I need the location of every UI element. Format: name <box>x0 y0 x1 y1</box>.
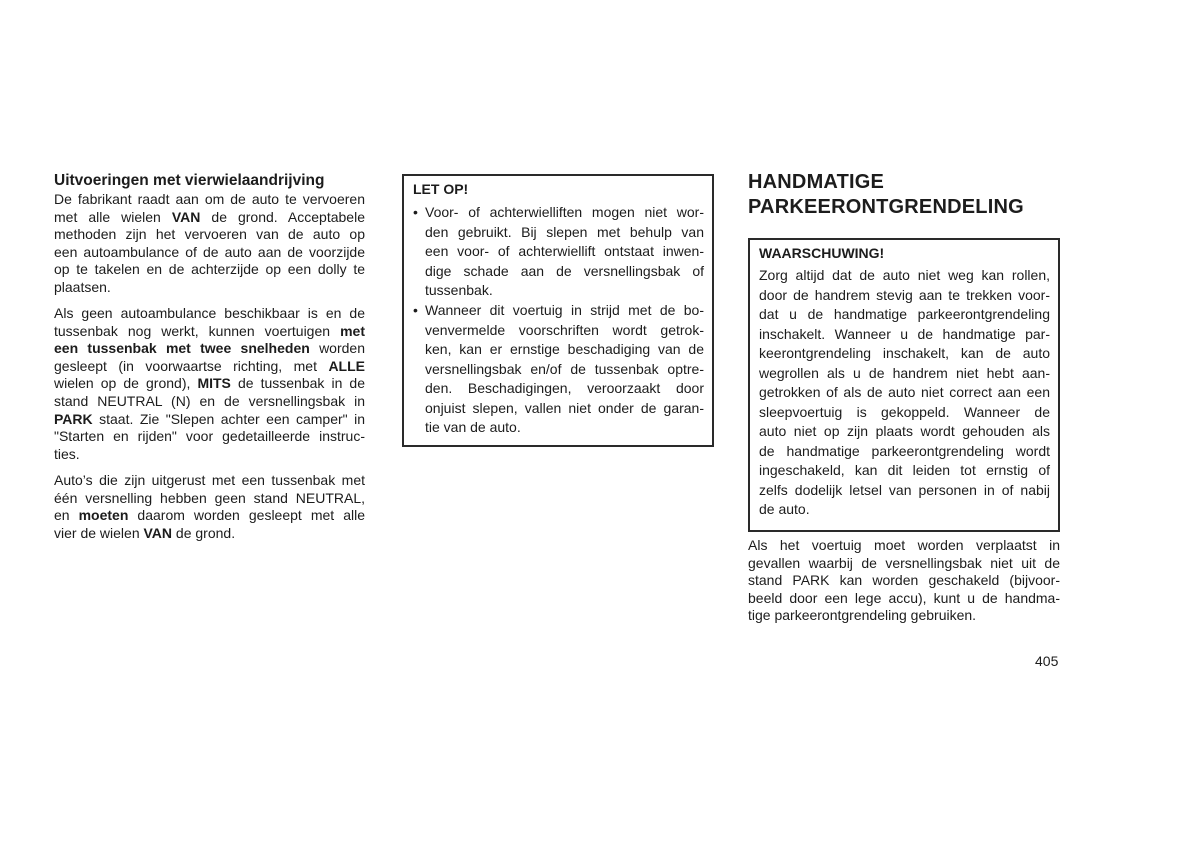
text-line: stand PARK kan worden geschakeld (bijvoor- <box>748 572 1060 589</box>
text-line: inschakelt. Wanneer u de handmatige par- <box>759 325 1050 342</box>
emphasis: PARK <box>54 410 93 427</box>
text-line: ingeschakeld, kan dit leiden tot ernstig of <box>759 462 1050 478</box>
text-line: door de handrem stevig aan te trekken voor- <box>759 286 1050 303</box>
text-line: tige parkeerontgrendeling gebruiken. <box>748 607 977 624</box>
text-line: vier de wielen VAN de grond. <box>54 524 236 541</box>
text-line: "Starten en rijden" voor gedetailleerde instruc- <box>54 428 365 445</box>
emphasis: ALLE <box>328 357 365 374</box>
text-line: dige schade aan de versnellingsbak of <box>425 262 704 279</box>
text-line: een tussenbak met twee snelheden worden <box>54 340 365 357</box>
text-line: wegrollen als u de handrem niet hebt aan- <box>759 364 1050 381</box>
text-line: ties. <box>54 445 80 462</box>
text-line: de auto. <box>759 501 810 517</box>
text-line: de handmatige parkeerontgrendeling wordt <box>759 442 1050 459</box>
text-line: keerontgrendeling inschakelt, kan de auto <box>759 345 1050 361</box>
text-line: dat u de handmatige parkeerontgrendeling <box>759 306 1050 322</box>
warning-title: WAARSCHUWING! <box>759 245 885 261</box>
text-line: gesleept (in voorwaartse richting, met ALLE <box>54 357 365 374</box>
bullet-icon: • <box>413 204 418 220</box>
emphasis: met <box>340 322 365 339</box>
text-line: Zorg altijd dat de auto niet weg kan rollen, <box>759 267 1050 283</box>
caution-title: LET OP! <box>413 181 469 197</box>
text-line: wielen op de grond), MITS de tussenbak in de <box>54 375 365 392</box>
emphasis: een tussenbak met twee snelheden <box>54 340 310 357</box>
text-line: methoden zijn het vervoeren van de auto op <box>54 226 365 243</box>
emphasis: moeten <box>78 507 129 524</box>
text-line: getrokken of als de auto niet correct aan een <box>759 384 1050 400</box>
text-line: met alle wielen VAN de grond. Acceptabele <box>54 208 365 225</box>
text-line: versnellingsbak en/of de tussenbak optre- <box>425 360 704 377</box>
text-line: Wanneer dit voertuig in strijd met de bo- <box>425 302 704 318</box>
text-line: ken, kan er ernstige beschadiging van de <box>425 341 704 357</box>
text-line: gevallen waarbij de versnellingsbak niet uit de <box>748 554 1060 571</box>
text-line: tussenbak nog werkt, kunnen voertuigen met <box>54 322 365 339</box>
heading-line: PARKEERONTGRENDELING <box>748 196 1024 218</box>
text-line: den. Beschadigingen, veroorzaakt door <box>425 380 704 396</box>
text-line: Als geen autoambulance beschikbaar is en de <box>54 305 365 321</box>
page-number: 405 <box>1035 653 1059 669</box>
text-line: op te takelen en de achterzijde op een dolly te <box>54 261 365 278</box>
emphasis: VAN <box>143 524 173 541</box>
text-line: PARK staat. Zie "Slepen achter een camper" in <box>54 410 365 427</box>
emphasis: MITS <box>197 375 231 392</box>
text-line: een voor- of achterwiellift ontstaat inwen- <box>425 243 704 259</box>
text-line: tie van de auto. <box>425 419 521 435</box>
heading-line: HANDMATIGE <box>748 171 885 193</box>
text-line: beeld door een lege accu), kunt u de handma- <box>748 589 1060 606</box>
text-line: auto niet op zijn plaats wordt gehouden als <box>759 423 1050 439</box>
text-line: en moeten daarom worden gesleept met alle <box>54 507 365 524</box>
text-line: plaatsen. <box>54 279 111 295</box>
emphasis: VAN <box>171 208 201 225</box>
bullet-icon: • <box>413 302 418 318</box>
text-line: een autoambulance of de auto aan de voorzijde <box>54 243 365 260</box>
text-line: onjuist slepen, vallen niet onder de garan- <box>425 399 704 416</box>
text-line: venvermelde voorschriften wordt getrok- <box>425 321 704 338</box>
section-heading-four-wheel-drive: Uitvoeringen met vierwielaandrijving <box>54 172 325 189</box>
text-line: één versnelling hebben geen stand NEUTRAL, <box>54 489 365 506</box>
text-line: tussenbak. <box>425 282 493 298</box>
text-line: De fabrikant raadt aan om de auto te vervoeren <box>54 191 365 207</box>
text-line: den gebruikt. Bij slepen met behulp van <box>425 223 704 240</box>
text-line: Als het voertuig moet worden verplaatst in <box>748 537 1060 553</box>
text-line: Auto’s die zijn uitgerust met een tussenbak met <box>54 472 365 488</box>
text-line: zelfs dodelijk letsel van personen in of nabij <box>759 481 1050 498</box>
text-line: stand NEUTRAL (N) en de versnellingsbak in <box>54 393 365 409</box>
text-line: sleepvoertuig is gekoppeld. Wanneer de <box>759 403 1050 420</box>
text-line: Voor- of achterwielliften mogen niet wor- <box>425 204 704 220</box>
